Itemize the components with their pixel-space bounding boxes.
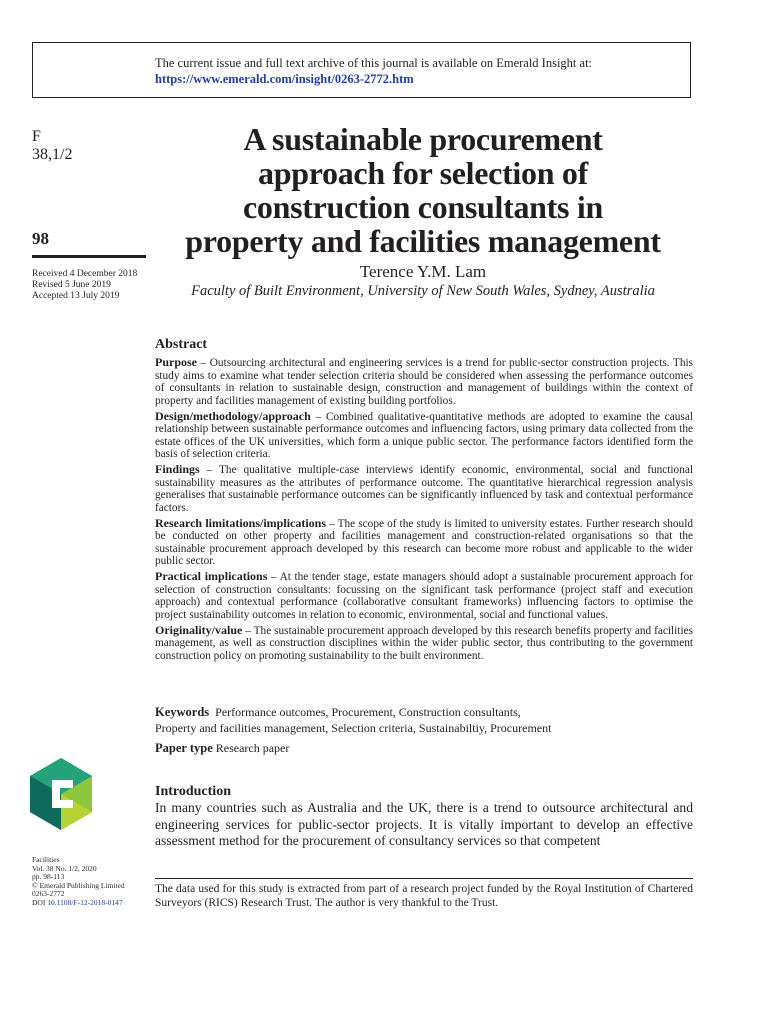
margin-divider bbox=[32, 255, 146, 258]
abstract-section bbox=[155, 570, 693, 621]
abstract-section bbox=[155, 517, 693, 568]
citation-volume: Vol. 38 No. 1/2, 2020 bbox=[32, 863, 97, 873]
title-line: A sustainable procurement bbox=[243, 121, 603, 157]
abstract-section bbox=[155, 463, 693, 514]
journal-code-letter: F bbox=[32, 128, 41, 145]
abstract-label: Practical implications bbox=[155, 569, 268, 583]
accepted-date: Accepted 13 July 2019 bbox=[32, 291, 120, 301]
abstract-label: Originality/value bbox=[155, 622, 243, 637]
abstract-section bbox=[155, 410, 693, 461]
abstract-text: – Outsourcing architectural and engineering services is a trend for public-sector construction projects. This study aims to examine what tender selection criteria should be considered when assessing the performance outcomes of consultants in relation to sustainable design, construction and management of buildings within the context of property and facilities management of existing building portfolios. bbox=[155, 357, 693, 407]
abstract-text: – The sustainable procurement approach developed by this research benefits property and facilities management, as well as construction disciplines within the wider public sector, thus contributing to the government construction policy on promoting sustainability to the built environment. bbox=[155, 624, 693, 662]
footnote: The data used for this study is extracted from part of a research project funded by the Royal Institution of Chartered Surveyors (RICS) Research Trust. The author is very thankful to the Trust. bbox=[155, 883, 693, 909]
title-line: property and facilities management bbox=[185, 223, 661, 259]
abstract-section bbox=[155, 356, 693, 407]
doi-label: DOI bbox=[32, 897, 46, 907]
paper-type bbox=[155, 741, 289, 756]
article-title bbox=[150, 122, 696, 258]
journal-notice-box bbox=[32, 42, 691, 98]
citation-info bbox=[32, 856, 125, 908]
abstract-label: Purpose bbox=[155, 355, 197, 369]
keywords bbox=[155, 704, 693, 736]
citation-issn: 0263-2772 bbox=[32, 889, 65, 899]
emerald-logo-icon bbox=[30, 758, 92, 830]
introduction-text: In many countries such as Australia and the UK, there is a trend to outsource architectural and engineering services for public-sector projects. It is vitally important to develop an effective assessment method for the procurement of consultancy services so that competent bbox=[155, 800, 693, 848]
abstract-text: – Combined qualitative-quantitative methods are adopted to examine the causal relationship between sustainable performance outcomes and influencing factors, using primary data collected from the estate offices of the UK universities, which form a unique public sector. The performance factors identified form the basis of selection criteria. bbox=[155, 410, 693, 460]
abstract-label: Findings bbox=[155, 462, 200, 476]
introduction-heading: Introduction bbox=[155, 784, 231, 799]
abstract-text: – At the tender stage, estate managers should adopt a sustainable procurement approach for selection of construction consultants: focussing on the significant task performance (project staff and execution approach) and contextual performance (collaborative consultant frameworks) influencing factors to optimise the project sustainability outcomes in relation to economic, environmental, social and functional values. bbox=[155, 571, 693, 621]
keywords-label: Keywords bbox=[155, 705, 210, 719]
citation-journal: Facilities bbox=[32, 855, 60, 864]
abstract-text: – The qualitative multiple-case interviews identify economic, environmental, social and functional sustainability measures as the attributes of performance outcome. The quantitative hierarchical regression analysis generalises that sustainable performance outcomes can be significantly influenced by task and contextual performance factors. bbox=[155, 464, 693, 514]
page-number: 98 bbox=[32, 229, 49, 248]
title-line: approach for selection of bbox=[258, 155, 588, 191]
journal-volume: 38,1/2 bbox=[32, 146, 73, 163]
received-date: Received 4 December 2018 bbox=[32, 269, 138, 279]
doi-link[interactable]: 10.1108/F-12-2018-0147 bbox=[47, 897, 123, 907]
abstract-heading: Abstract bbox=[155, 337, 208, 352]
paper-type-value: Research paper bbox=[215, 741, 290, 755]
notice-text: The current issue and full text archive of this journal is available on Emerald Insight at: bbox=[155, 56, 593, 70]
keywords-line: Property and facilities management, Selection criteria, Sustainabiltiy, Procurement bbox=[155, 721, 552, 735]
title-line: construction consultants in bbox=[243, 189, 603, 225]
abstract-label: Research limitations/implications bbox=[155, 515, 327, 530]
abstract-label: Design/methodology/approach bbox=[155, 408, 311, 423]
author-affiliation: Faculty of Built Environment, University of New South Wales, Sydney, Australia bbox=[191, 283, 655, 299]
abstract-body bbox=[155, 356, 693, 665]
abstract-section bbox=[155, 624, 693, 663]
abstract-text: – The scope of the study is limited to university estates. Further research should be conducted on other property and facilities management and construction-related organisations so that the sustainable procurement approach developed by this research can become more robust and applicable to the wider public sector. bbox=[155, 517, 693, 567]
keywords-line: Performance outcomes, Procurement, Construction consultants, bbox=[215, 705, 521, 719]
footnote-divider bbox=[155, 878, 693, 879]
journal-url-link[interactable]: https://www.emerald.com/insight/0263-2772.htm bbox=[155, 72, 414, 86]
author-name: Terence Y.M. Lam bbox=[359, 262, 487, 281]
submission-dates bbox=[32, 269, 137, 302]
revised-date: Revised 5 June 2019 bbox=[32, 280, 111, 290]
citation-publisher: © Emerald Publishing Limited bbox=[32, 880, 125, 890]
citation-pages: pp. 98-113 bbox=[32, 872, 65, 882]
journal-code bbox=[32, 128, 72, 164]
paper-type-label: Paper type bbox=[155, 741, 213, 755]
